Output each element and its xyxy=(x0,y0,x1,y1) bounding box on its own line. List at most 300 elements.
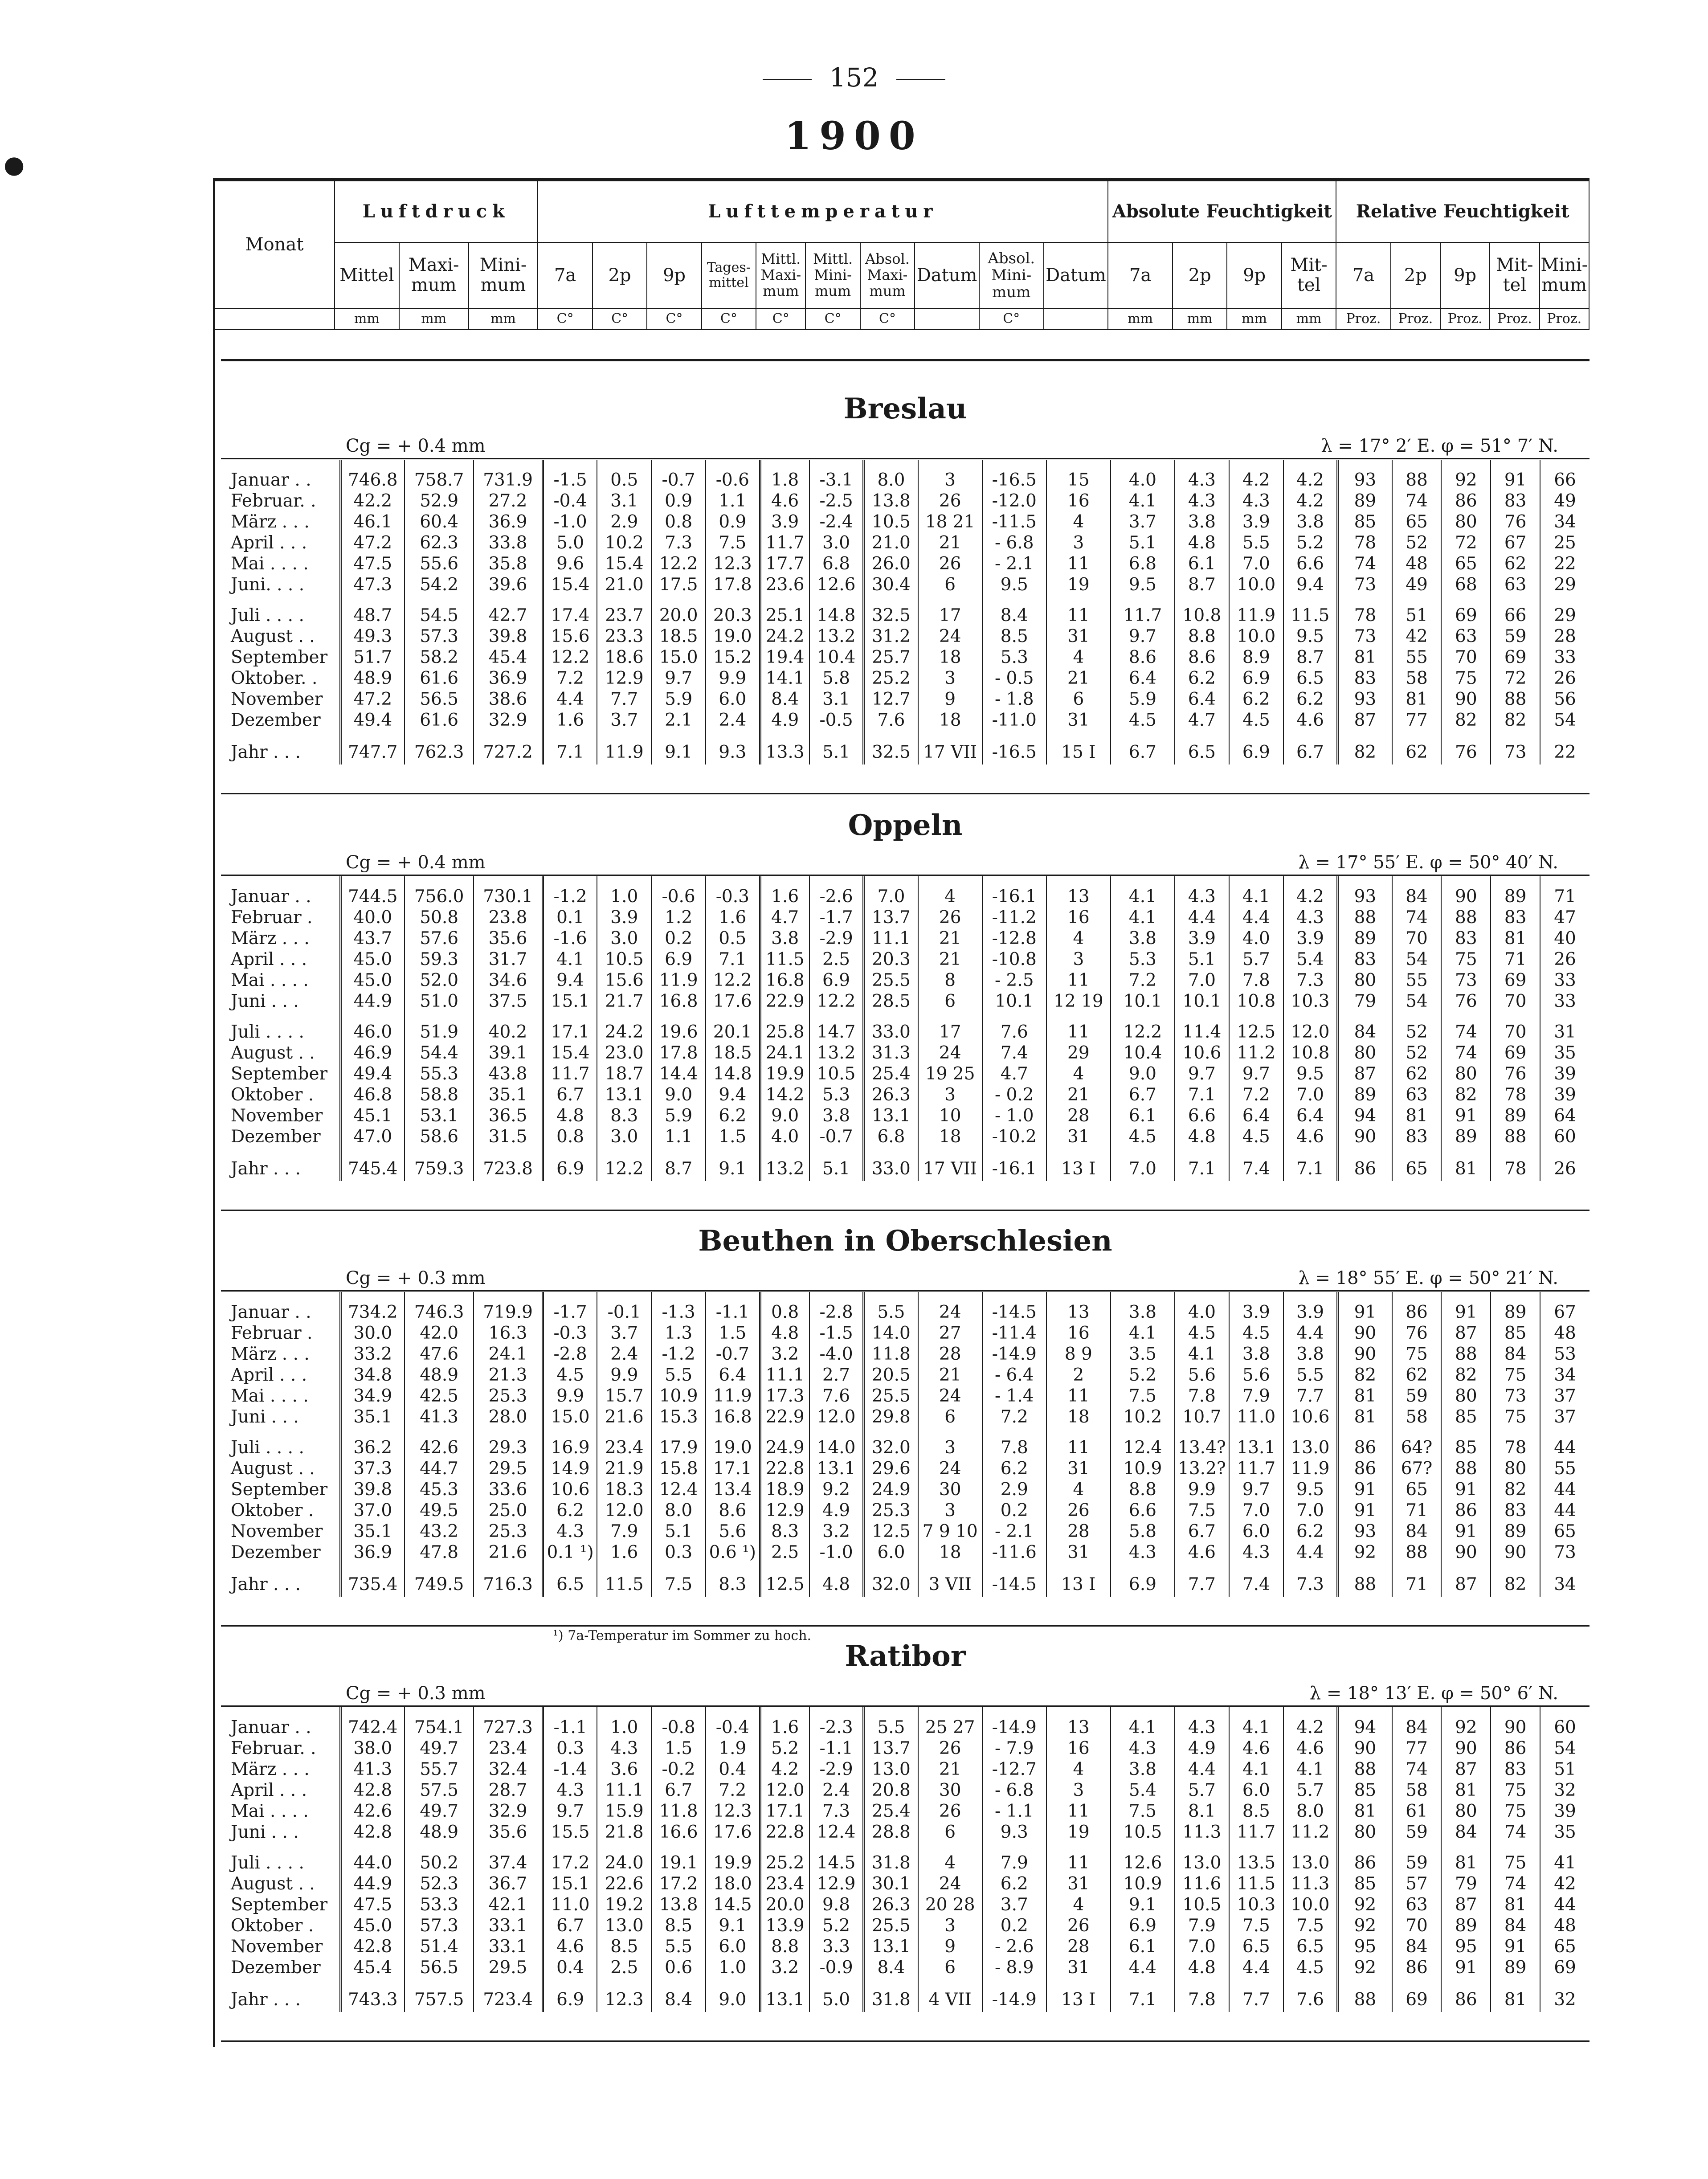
unit-label xyxy=(915,308,979,330)
data-cell: 26 xyxy=(918,1801,982,1822)
spacer-cell xyxy=(1175,1427,1229,1437)
month-row xyxy=(221,1759,1590,1780)
month-row xyxy=(221,1738,1590,1759)
unit-label: mm xyxy=(335,308,399,330)
data-cell: 28 xyxy=(1046,1105,1111,1126)
data-cell: 52.9 xyxy=(405,491,474,511)
data-cell: 29.5 xyxy=(474,1458,543,1479)
data-cell: -0.5 xyxy=(809,710,864,731)
data-cell: 31.7 xyxy=(474,949,543,970)
spacer-cell xyxy=(1491,731,1540,740)
data-cell: 18 21 xyxy=(918,511,982,532)
col-header: 9p xyxy=(1440,242,1490,308)
data-cell: 10.9 xyxy=(1111,1873,1175,1894)
spacer-cell xyxy=(982,1427,1046,1437)
data-cell: 86 xyxy=(1338,1852,1392,1873)
spacer-cell xyxy=(918,1563,982,1573)
data-cell: 10.4 xyxy=(1111,1042,1175,1063)
spacer-cell xyxy=(1229,595,1283,605)
data-cell: 14.8 xyxy=(809,605,864,626)
data-cell: 15.2 xyxy=(706,647,760,668)
data-cell: 11.5 xyxy=(597,1573,651,1597)
data-cell: 8.5 xyxy=(651,1915,706,1936)
spacer-cell xyxy=(1338,1563,1392,1573)
data-cell: 4.6 xyxy=(1229,1738,1283,1759)
data-cell: 3.2 xyxy=(809,1521,864,1542)
data-cell: 9.5 xyxy=(1283,1479,1338,1500)
data-cell: 14.4 xyxy=(651,1063,706,1084)
data-cell: 25.1 xyxy=(760,605,809,626)
spacer-cell xyxy=(1283,1707,1338,1717)
data-cell: 12.6 xyxy=(1111,1852,1175,1873)
spacer-cell xyxy=(760,1292,809,1302)
data-cell: 9.8 xyxy=(809,1894,864,1915)
spacer-cell xyxy=(1540,1843,1590,1852)
data-cell: 10.9 xyxy=(1111,1458,1175,1479)
data-cell: 84 xyxy=(1338,1022,1392,1042)
data-cell: 81 xyxy=(1441,1157,1491,1181)
spacer-cell xyxy=(982,1147,1046,1157)
data-cell: 746.8 xyxy=(340,470,405,491)
data-cell: 35.6 xyxy=(474,1822,543,1843)
data-cell: 15.6 xyxy=(543,626,597,647)
data-cell: 3.8 xyxy=(809,1105,864,1126)
col-header: 9p xyxy=(1227,242,1281,308)
data-cell: 8.3 xyxy=(760,1521,809,1542)
data-cell: 42 xyxy=(1392,626,1442,647)
data-cell: 9.2 xyxy=(809,1479,864,1500)
data-cell: 1.6 xyxy=(760,1717,809,1738)
data-cell: 4.3 xyxy=(597,1738,651,1759)
data-cell: 5.9 xyxy=(651,1105,706,1126)
data-cell: 12.3 xyxy=(706,1801,760,1822)
data-cell: 23.0 xyxy=(597,1042,651,1063)
data-cell: 83 xyxy=(1491,1500,1540,1521)
data-cell: 69 xyxy=(1491,1042,1540,1063)
data-cell: 17.4 xyxy=(543,605,597,626)
data-cell: 66 xyxy=(1554,470,1576,490)
spacer-cell xyxy=(1283,731,1338,740)
spacer-cell xyxy=(405,876,474,886)
data-cell: 18.6 xyxy=(597,647,651,668)
data-cell: 3.0 xyxy=(809,532,864,553)
data-cell: 4.6 xyxy=(760,491,809,511)
row-label: März . . . xyxy=(221,928,340,949)
data-cell: 39.8 xyxy=(340,1479,405,1500)
spacer-cell xyxy=(1229,1707,1283,1717)
data-cell: 83 xyxy=(1338,949,1392,970)
data-cell: 4.3 xyxy=(1229,491,1283,511)
data-cell: 26 xyxy=(1554,949,1576,969)
data-cell: 13.8 xyxy=(864,491,918,511)
data-cell: 63 xyxy=(1392,1894,1442,1915)
data-cell: 15.1 xyxy=(543,991,597,1012)
data-cell: 15.4 xyxy=(597,553,651,574)
data-cell: 16.9 xyxy=(543,1437,597,1458)
data-cell: 4.1 xyxy=(1111,907,1175,928)
spacer-cell xyxy=(809,1012,864,1022)
data-cell: 33 xyxy=(1554,991,1576,1011)
data-cell: 8.3 xyxy=(706,1573,760,1597)
data-cell: 83 xyxy=(1338,668,1392,689)
barometer-correction: Cg = + 0.3 mm xyxy=(346,1268,486,1288)
data-cell: 15.8 xyxy=(651,1458,706,1479)
data-cell: 95 xyxy=(1338,1936,1392,1957)
data-cell: 744.5 xyxy=(340,886,405,907)
row-label: Juli . . . . xyxy=(221,1022,340,1042)
data-cell: 58 xyxy=(1392,1406,1442,1427)
data-cell: 74 xyxy=(1491,1822,1540,1843)
data-cell: 13.7 xyxy=(864,1738,918,1759)
data-cell: 9.0 xyxy=(1111,1063,1175,1084)
data-cell: 11.1 xyxy=(597,1780,651,1801)
month-row xyxy=(221,1852,1590,1873)
data-cell: 11 xyxy=(1046,1437,1111,1458)
spacer-cell xyxy=(1392,1147,1442,1157)
col-header: 2p xyxy=(1391,242,1440,308)
data-cell: 10.1 xyxy=(1175,991,1229,1012)
data-cell: -14.9 xyxy=(982,1988,1046,2012)
data-cell: 6.5 xyxy=(1175,740,1229,764)
spacer-cell xyxy=(1491,1427,1540,1437)
spacer-cell xyxy=(1229,731,1283,740)
data-cell: 33 xyxy=(1554,647,1576,667)
data-cell: 10.5 xyxy=(864,511,918,532)
data-cell: 75 xyxy=(1491,1801,1540,1822)
data-cell: 5.2 xyxy=(809,1915,864,1936)
data-cell: 6.2 xyxy=(1283,689,1338,710)
spacer-cell xyxy=(597,1012,651,1022)
data-cell: 54 xyxy=(1554,710,1576,730)
data-cell: 7.5 xyxy=(1111,1801,1175,1822)
page-number-rule-right xyxy=(896,79,945,80)
data-cell: 4.8 xyxy=(760,1323,809,1344)
data-cell: 7.6 xyxy=(809,1386,864,1406)
data-cell: 74 xyxy=(1441,1022,1491,1042)
spacer-cell xyxy=(864,1427,918,1437)
data-cell: -12.8 xyxy=(982,928,1046,949)
spacer-cell xyxy=(982,1012,1046,1022)
data-cell: 81 xyxy=(1392,689,1442,710)
data-cell: 6.8 xyxy=(864,1126,918,1147)
data-cell: 6.8 xyxy=(809,553,864,574)
spacer-cell xyxy=(1392,595,1442,605)
spacer-cell xyxy=(340,1843,405,1852)
data-cell: 11 xyxy=(1046,1022,1111,1042)
table-header xyxy=(215,180,1590,330)
spacer-cell xyxy=(1175,1843,1229,1852)
data-cell: 7.1 xyxy=(1111,1988,1175,2012)
spacer-cell xyxy=(651,876,706,886)
spacer-cell xyxy=(760,1707,809,1717)
data-cell: -0.6 xyxy=(651,886,706,907)
month-row xyxy=(221,1780,1590,1801)
data-cell: 24 xyxy=(918,1042,982,1063)
data-cell: 4.1 xyxy=(1111,1717,1175,1738)
spacer-cell xyxy=(597,595,651,605)
data-cell: 73 xyxy=(1554,1542,1576,1562)
spacer-cell xyxy=(1441,1292,1491,1302)
spacer-cell xyxy=(1540,876,1590,886)
spacer-cell xyxy=(651,595,706,605)
spacer-cell xyxy=(221,595,340,605)
data-cell: 68 xyxy=(1441,574,1491,595)
data-cell: 91 xyxy=(1338,1302,1392,1323)
data-cell: 24 xyxy=(918,1458,982,1479)
spacer-cell xyxy=(221,1707,340,1717)
data-cell: 63 xyxy=(1441,626,1491,647)
data-cell: 32.0 xyxy=(864,1573,918,1597)
data-cell: 38.0 xyxy=(340,1738,405,1759)
data-cell: 72 xyxy=(1491,668,1540,689)
data-cell: 12.0 xyxy=(809,1406,864,1427)
spacer-cell xyxy=(405,1012,474,1022)
spacer-cell xyxy=(1229,460,1283,470)
spacer-cell xyxy=(918,1978,982,1988)
data-cell: 26 xyxy=(1046,1500,1111,1521)
data-cell: 6.9 xyxy=(1229,740,1283,764)
data-cell: 8.4 xyxy=(982,605,1046,626)
spacer-cell xyxy=(1283,876,1338,886)
data-cell: 6.7 xyxy=(1283,740,1338,764)
data-cell: 42.8 xyxy=(340,1780,405,1801)
data-cell: 72 xyxy=(1441,532,1491,553)
spacer-cell xyxy=(760,460,809,470)
data-cell: -2.4 xyxy=(809,511,864,532)
data-cell: 5.1 xyxy=(1175,949,1229,970)
data-cell: 58.2 xyxy=(405,647,474,668)
data-cell: 71 xyxy=(1491,949,1540,970)
row-label: Mai . . . . xyxy=(221,970,340,991)
data-cell: 10.5 xyxy=(597,949,651,970)
data-cell: 4.5 xyxy=(1175,1323,1229,1344)
data-cell: 76 xyxy=(1491,511,1540,532)
data-cell: 25 27 xyxy=(918,1717,982,1738)
data-cell: 29.5 xyxy=(474,1957,543,1978)
spacer-cell xyxy=(1229,1292,1283,1302)
data-cell: 90 xyxy=(1338,1323,1392,1344)
section-rule xyxy=(221,1290,1590,1292)
spacer-cell xyxy=(597,1978,651,1988)
data-cell: 4.3 xyxy=(1175,886,1229,907)
spacer-cell xyxy=(918,1292,982,1302)
data-cell: 4 VII xyxy=(918,1988,982,2012)
data-cell: 8.3 xyxy=(597,1105,651,1126)
data-cell: 12.5 xyxy=(864,1521,918,1542)
data-cell: 81 xyxy=(1441,1852,1491,1873)
spacer-cell xyxy=(1441,1147,1491,1157)
barometer-correction: Cg = + 0.3 mm xyxy=(346,1683,486,1704)
data-cell: 58 xyxy=(1392,668,1442,689)
row-label: Jahr . . . xyxy=(221,740,340,764)
data-cell: 4.1 xyxy=(1111,1323,1175,1344)
data-cell: 48.9 xyxy=(405,1365,474,1386)
spacer-cell xyxy=(340,1292,405,1302)
data-cell: 3.8 xyxy=(1283,511,1338,532)
data-cell: 7.6 xyxy=(864,710,918,731)
spacer-row xyxy=(221,876,1590,886)
data-cell: 21.0 xyxy=(864,532,918,553)
data-cell: 13.4 xyxy=(706,1479,760,1500)
spacer-cell xyxy=(982,1707,1046,1717)
data-cell: 20.3 xyxy=(706,605,760,626)
data-cell: 24.9 xyxy=(864,1479,918,1500)
data-cell: 5.2 xyxy=(760,1738,809,1759)
data-cell: 727.3 xyxy=(474,1717,543,1738)
data-cell: 47.6 xyxy=(405,1344,474,1365)
data-cell: 85 xyxy=(1338,511,1392,532)
data-cell: 3 VII xyxy=(918,1573,982,1597)
data-cell: 1.5 xyxy=(706,1126,760,1147)
data-cell: 10.8 xyxy=(1175,605,1229,626)
data-cell: 14.7 xyxy=(809,1022,864,1042)
data-cell: 75 xyxy=(1441,668,1491,689)
data-cell: 4.6 xyxy=(1175,1542,1229,1563)
data-cell: 3.9 xyxy=(1283,1302,1338,1323)
data-cell: 0.2 xyxy=(651,928,706,949)
barometer-correction: Cg = + 0.4 mm xyxy=(346,852,486,873)
spacer-cell xyxy=(864,1292,918,1302)
data-cell: 59.3 xyxy=(405,949,474,970)
data-cell: 756.0 xyxy=(405,886,474,907)
data-cell: 82 xyxy=(1338,1365,1392,1386)
month-row xyxy=(221,1915,1590,1936)
data-cell: 13.8 xyxy=(651,1894,706,1915)
data-cell: 11.7 xyxy=(543,1063,597,1084)
data-cell: 54 xyxy=(1554,1738,1576,1758)
data-cell: 82 xyxy=(1491,710,1540,731)
data-cell: 60 xyxy=(1554,1717,1576,1737)
row-label: Oktober . xyxy=(221,1084,340,1105)
data-cell: 57.3 xyxy=(405,1915,474,1936)
data-cell: -1.7 xyxy=(543,1302,597,1323)
data-cell: 5.6 xyxy=(1175,1365,1229,1386)
data-cell: 11.8 xyxy=(651,1801,706,1822)
data-cell: 10.0 xyxy=(1229,626,1283,647)
spacer-cell xyxy=(1540,595,1590,605)
data-cell: 51 xyxy=(1392,605,1442,626)
data-cell: 4.5 xyxy=(1229,1126,1283,1147)
spacer-row xyxy=(221,1012,1590,1022)
header-lufttemperatur: Lufttemperatur xyxy=(538,181,1108,242)
spacer-cell xyxy=(651,1292,706,1302)
col-header: Mittl. Mini-mum xyxy=(805,242,860,308)
data-cell: 22.9 xyxy=(760,1406,809,1427)
spacer-cell xyxy=(1441,595,1491,605)
data-cell: 9.5 xyxy=(1111,574,1175,595)
data-cell: 62 xyxy=(1392,1063,1442,1084)
data-cell: 5.3 xyxy=(1111,949,1175,970)
data-cell: 14.0 xyxy=(809,1437,864,1458)
data-cell: 11.2 xyxy=(1283,1822,1338,1843)
data-cell: 9 xyxy=(918,689,982,710)
spacer-cell xyxy=(760,1978,809,1988)
data-cell: 31.8 xyxy=(864,1988,918,2012)
spacer-cell xyxy=(1540,1147,1590,1157)
data-cell: 10.1 xyxy=(1111,991,1175,1012)
data-cell: 16 xyxy=(1046,491,1111,511)
station-data-table xyxy=(221,876,1590,1181)
spacer-cell xyxy=(809,1147,864,1157)
data-cell: 92 xyxy=(1338,1915,1392,1936)
data-cell: -0.1 xyxy=(597,1302,651,1323)
spacer-cell xyxy=(918,1147,982,1157)
data-cell: 6.6 xyxy=(1111,1500,1175,1521)
data-cell: 5.7 xyxy=(1175,1780,1229,1801)
data-cell: 69 xyxy=(1554,1958,1576,1978)
data-cell: 4.7 xyxy=(1175,710,1229,731)
spacer-row xyxy=(221,1563,1590,1573)
spacer-cell xyxy=(221,1147,340,1157)
data-cell: 6.7 xyxy=(1175,1521,1229,1542)
data-cell: 3.2 xyxy=(760,1957,809,1978)
data-cell: 57.6 xyxy=(405,928,474,949)
data-cell: 745.4 xyxy=(340,1157,405,1181)
data-cell: 7.2 xyxy=(1229,1084,1283,1105)
data-cell: 4 xyxy=(1046,1894,1111,1915)
data-cell: 47.8 xyxy=(405,1542,474,1563)
header-relative-feuchtigkeit: Relative Feuchtigkeit xyxy=(1336,181,1589,242)
station-coordinates: λ = 17° 55′ E. φ = 50° 40′ N. xyxy=(1298,852,1558,873)
data-cell: 21.6 xyxy=(474,1542,543,1563)
data-cell: 93 xyxy=(1338,689,1392,710)
data-cell: 24 xyxy=(918,626,982,647)
data-cell: 21 xyxy=(918,1365,982,1386)
data-cell: 4 xyxy=(918,886,982,907)
data-cell: - 2.1 xyxy=(982,553,1046,574)
data-cell: 4.5 xyxy=(1283,1957,1338,1978)
data-cell: 4 xyxy=(1046,1063,1111,1084)
page-number-rule-left xyxy=(763,79,812,80)
data-cell: 46.0 xyxy=(340,1022,405,1042)
data-cell: 4.3 xyxy=(1175,491,1229,511)
data-cell: 12.0 xyxy=(760,1780,809,1801)
data-cell: 6.9 xyxy=(1111,1915,1175,1936)
data-cell: 11.6 xyxy=(1175,1873,1229,1894)
data-cell: -1.1 xyxy=(706,1302,760,1323)
spacer-cell xyxy=(918,1707,982,1717)
data-cell: 34 xyxy=(1554,1365,1576,1385)
month-row xyxy=(221,1437,1590,1458)
data-cell: 17.6 xyxy=(706,991,760,1012)
spacer-cell xyxy=(405,460,474,470)
data-cell: 7.0 xyxy=(1175,1936,1229,1957)
spacer-cell xyxy=(982,1978,1046,1988)
data-cell: 15.6 xyxy=(597,970,651,991)
data-cell: 88 xyxy=(1392,1542,1442,1563)
data-cell: 15.3 xyxy=(651,1406,706,1427)
year-total-row xyxy=(221,740,1590,764)
data-cell: -1.0 xyxy=(543,511,597,532)
spacer-cell xyxy=(1441,1707,1491,1717)
data-cell: 45.4 xyxy=(340,1957,405,1978)
data-cell: 743.3 xyxy=(340,1988,405,2012)
spacer-cell xyxy=(706,731,760,740)
data-cell: 15.0 xyxy=(651,647,706,668)
data-cell: 17.1 xyxy=(760,1801,809,1822)
data-cell: 42.0 xyxy=(405,1323,474,1344)
spacer-cell xyxy=(474,1978,543,1988)
spacer-cell xyxy=(1441,1978,1491,1988)
data-cell: 62 xyxy=(1491,553,1540,574)
data-cell: 13.2 xyxy=(809,1042,864,1063)
data-cell: 17.2 xyxy=(651,1873,706,1894)
data-cell: -2.9 xyxy=(809,928,864,949)
data-cell: -16.5 xyxy=(982,740,1046,764)
data-cell: 35.1 xyxy=(340,1406,405,1427)
data-cell: 67 xyxy=(1554,1302,1576,1322)
data-cell: 3 xyxy=(918,1084,982,1105)
